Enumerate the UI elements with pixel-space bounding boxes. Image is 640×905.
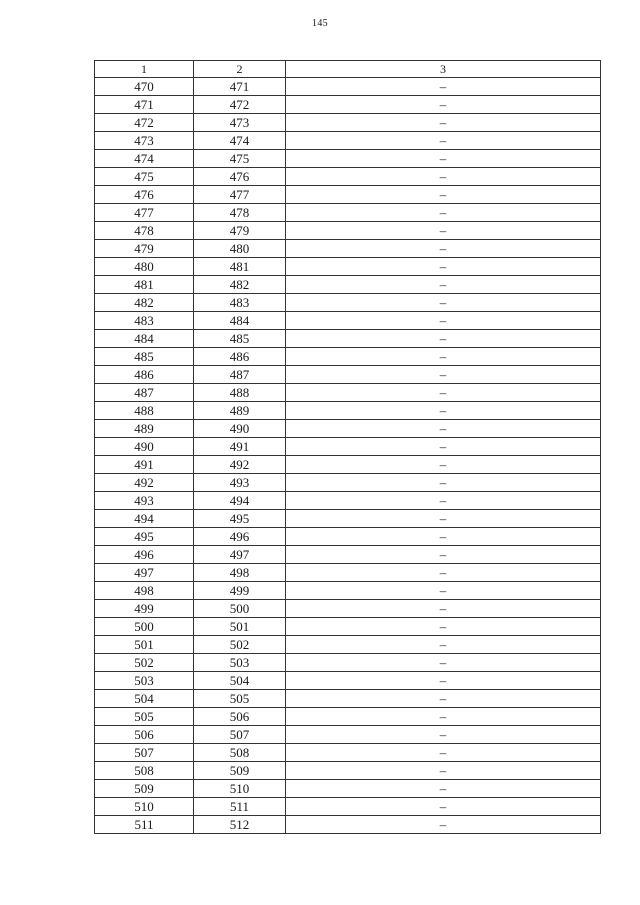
- table-header-row: [95, 61, 601, 78]
- table-cell-col2: 510: [194, 780, 286, 798]
- table-cell-col3: –: [286, 276, 601, 294]
- table-cell-col1: 476: [95, 186, 194, 204]
- table-cell-col3: –: [286, 654, 601, 672]
- table-row: [95, 420, 601, 438]
- table-cell-col2: 512: [194, 816, 286, 834]
- table-cell-col3: –: [286, 528, 601, 546]
- table-cell-col2: 501: [194, 618, 286, 636]
- table-row: [95, 564, 601, 582]
- table-cell-col2: 477: [194, 186, 286, 204]
- table-row: [95, 312, 601, 330]
- table-cell-col3: –: [286, 564, 601, 582]
- table-cell-col2: 505: [194, 690, 286, 708]
- table-row: [95, 690, 601, 708]
- table-cell-col2: 498: [194, 564, 286, 582]
- table-cell-col2: 494: [194, 492, 286, 510]
- table-row: [95, 492, 601, 510]
- table-cell-col3: –: [286, 222, 601, 240]
- table-cell-col1: 511: [95, 816, 194, 834]
- table-row: [95, 474, 601, 492]
- table-cell-col1: 503: [95, 672, 194, 690]
- table-cell-col2: 504: [194, 672, 286, 690]
- table-cell-col2: 493: [194, 474, 286, 492]
- table-cell-col2: 502: [194, 636, 286, 654]
- table-cell-col2: 475: [194, 150, 286, 168]
- table-cell-col1: 498: [95, 582, 194, 600]
- table-cell-col3: –: [286, 384, 601, 402]
- table-cell-col1: 486: [95, 366, 194, 384]
- table-cell-col3: –: [286, 348, 601, 366]
- table-row: [95, 438, 601, 456]
- table-cell-col1: 490: [95, 438, 194, 456]
- table-cell-col3: –: [286, 672, 601, 690]
- table-cell-col3: –: [286, 312, 601, 330]
- table-cell-col3: –: [286, 204, 601, 222]
- column-header-2: 2: [194, 61, 286, 78]
- table-row: [95, 78, 601, 96]
- table-row: [95, 294, 601, 312]
- table-cell-col3: –: [286, 798, 601, 816]
- table-row: [95, 168, 601, 186]
- table-cell-col1: 502: [95, 654, 194, 672]
- table-cell-col2: 483: [194, 294, 286, 312]
- table-cell-col2: 489: [194, 402, 286, 420]
- table-cell-col3: –: [286, 330, 601, 348]
- table-cell-col1: 478: [95, 222, 194, 240]
- table-cell-col3: –: [286, 402, 601, 420]
- table-cell-col3: –: [286, 762, 601, 780]
- table-cell-col2: 487: [194, 366, 286, 384]
- table-cell-col1: 471: [95, 96, 194, 114]
- table-row: [95, 348, 601, 366]
- table-row: [95, 528, 601, 546]
- table-cell-col1: 474: [95, 150, 194, 168]
- table-cell-col3: –: [286, 510, 601, 528]
- table-cell-col3: –: [286, 600, 601, 618]
- table-cell-col2: 490: [194, 420, 286, 438]
- table-body: [95, 61, 601, 834]
- table-cell-col3: –: [286, 708, 601, 726]
- table-cell-col3: –: [286, 258, 601, 276]
- table-cell-col1: 488: [95, 402, 194, 420]
- table-row: [95, 402, 601, 420]
- table-cell-col2: 484: [194, 312, 286, 330]
- table-cell-col1: 510: [95, 798, 194, 816]
- table-cell-col2: 482: [194, 276, 286, 294]
- table-cell-col2: 491: [194, 438, 286, 456]
- table-cell-col3: –: [286, 618, 601, 636]
- table-cell-col1: 484: [95, 330, 194, 348]
- table-row: [95, 708, 601, 726]
- table-row: [95, 654, 601, 672]
- table-row: [95, 816, 601, 834]
- table-cell-col1: 501: [95, 636, 194, 654]
- table-cell-col2: 481: [194, 258, 286, 276]
- table-cell-col3: –: [286, 726, 601, 744]
- column-header-3: 3: [286, 61, 601, 78]
- table-cell-col3: –: [286, 240, 601, 258]
- table-cell-col3: –: [286, 168, 601, 186]
- table-cell-col1: 475: [95, 168, 194, 186]
- table-cell-col1: 497: [95, 564, 194, 582]
- table-cell-col2: 506: [194, 708, 286, 726]
- table-cell-col2: 471: [194, 78, 286, 96]
- table-cell-col3: –: [286, 546, 601, 564]
- table-cell-col3: –: [286, 438, 601, 456]
- data-table: [94, 60, 601, 834]
- table-cell-col1: 499: [95, 600, 194, 618]
- table-cell-col2: 508: [194, 744, 286, 762]
- table-row: [95, 582, 601, 600]
- table-cell-col1: 506: [95, 726, 194, 744]
- table-row: [95, 636, 601, 654]
- table-cell-col3: –: [286, 456, 601, 474]
- table-cell-col3: –: [286, 690, 601, 708]
- table-cell-col3: –: [286, 420, 601, 438]
- table-cell-col2: 499: [194, 582, 286, 600]
- table-cell-col1: 485: [95, 348, 194, 366]
- table-cell-col3: –: [286, 294, 601, 312]
- table-cell-col1: 479: [95, 240, 194, 258]
- table-cell-col1: 472: [95, 114, 194, 132]
- table-row: [95, 240, 601, 258]
- table-cell-col1: 505: [95, 708, 194, 726]
- table-row: [95, 330, 601, 348]
- table-row: [95, 96, 601, 114]
- table-row: [95, 672, 601, 690]
- table-cell-col2: 507: [194, 726, 286, 744]
- table-cell-col2: 497: [194, 546, 286, 564]
- table-cell-col2: 492: [194, 456, 286, 474]
- table-cell-col2: 495: [194, 510, 286, 528]
- table-cell-col2: 472: [194, 96, 286, 114]
- table-cell-col3: –: [286, 474, 601, 492]
- table-cell-col3: –: [286, 744, 601, 762]
- table-row: [95, 222, 601, 240]
- column-header-1: 1: [95, 61, 194, 78]
- table-row: [95, 258, 601, 276]
- table-row: [95, 132, 601, 150]
- table-row: [95, 384, 601, 402]
- table-cell-col3: –: [286, 780, 601, 798]
- table-row: [95, 186, 601, 204]
- table-row: [95, 798, 601, 816]
- table-row: [95, 762, 601, 780]
- table-cell-col1: 507: [95, 744, 194, 762]
- table-cell-col3: –: [286, 816, 601, 834]
- table-cell-col2: 485: [194, 330, 286, 348]
- table-cell-col1: 492: [95, 474, 194, 492]
- table-cell-col1: 491: [95, 456, 194, 474]
- table-row: [95, 510, 601, 528]
- table-row: [95, 546, 601, 564]
- table-cell-col2: 473: [194, 114, 286, 132]
- table-cell-col1: 508: [95, 762, 194, 780]
- table-cell-col3: –: [286, 78, 601, 96]
- table-row: [95, 726, 601, 744]
- table-cell-col2: 479: [194, 222, 286, 240]
- page-number: 145: [312, 18, 328, 29]
- table-row: [95, 780, 601, 798]
- table-row: [95, 276, 601, 294]
- table-cell-col2: 488: [194, 384, 286, 402]
- table-cell-col1: 495: [95, 528, 194, 546]
- table-cell-col3: –: [286, 186, 601, 204]
- table-row: [95, 600, 601, 618]
- table-cell-col1: 473: [95, 132, 194, 150]
- table-row: [95, 150, 601, 168]
- table-cell-col1: 470: [95, 78, 194, 96]
- table-cell-col3: –: [286, 636, 601, 654]
- table-cell-col1: 477: [95, 204, 194, 222]
- table-cell-col2: 509: [194, 762, 286, 780]
- table-cell-col3: –: [286, 582, 601, 600]
- table-cell-col1: 509: [95, 780, 194, 798]
- table-row: [95, 204, 601, 222]
- table-cell-col1: 494: [95, 510, 194, 528]
- table-cell-col2: 486: [194, 348, 286, 366]
- table-cell-col1: 500: [95, 618, 194, 636]
- table-cell-col1: 496: [95, 546, 194, 564]
- table-row: [95, 456, 601, 474]
- table-cell-col2: 511: [194, 798, 286, 816]
- table-cell-col3: –: [286, 492, 601, 510]
- table-cell-col1: 481: [95, 276, 194, 294]
- table-cell-col2: 480: [194, 240, 286, 258]
- table-row: [95, 366, 601, 384]
- table-cell-col3: –: [286, 150, 601, 168]
- table-cell-col3: –: [286, 132, 601, 150]
- table-cell-col1: 487: [95, 384, 194, 402]
- table-cell-col2: 496: [194, 528, 286, 546]
- table-cell-col1: 504: [95, 690, 194, 708]
- table-cell-col2: 476: [194, 168, 286, 186]
- table-cell-col2: 474: [194, 132, 286, 150]
- table-row: [95, 744, 601, 762]
- table-cell-col3: –: [286, 366, 601, 384]
- table-row: [95, 618, 601, 636]
- table-cell-col1: 480: [95, 258, 194, 276]
- table-cell-col2: 478: [194, 204, 286, 222]
- table-cell-col1: 489: [95, 420, 194, 438]
- table-cell-col1: 483: [95, 312, 194, 330]
- table-row: [95, 114, 601, 132]
- table-cell-col1: 493: [95, 492, 194, 510]
- table-cell-col2: 503: [194, 654, 286, 672]
- table-cell-col3: –: [286, 96, 601, 114]
- table-cell-col2: 500: [194, 600, 286, 618]
- table-cell-col1: 482: [95, 294, 194, 312]
- table-cell-col3: –: [286, 114, 601, 132]
